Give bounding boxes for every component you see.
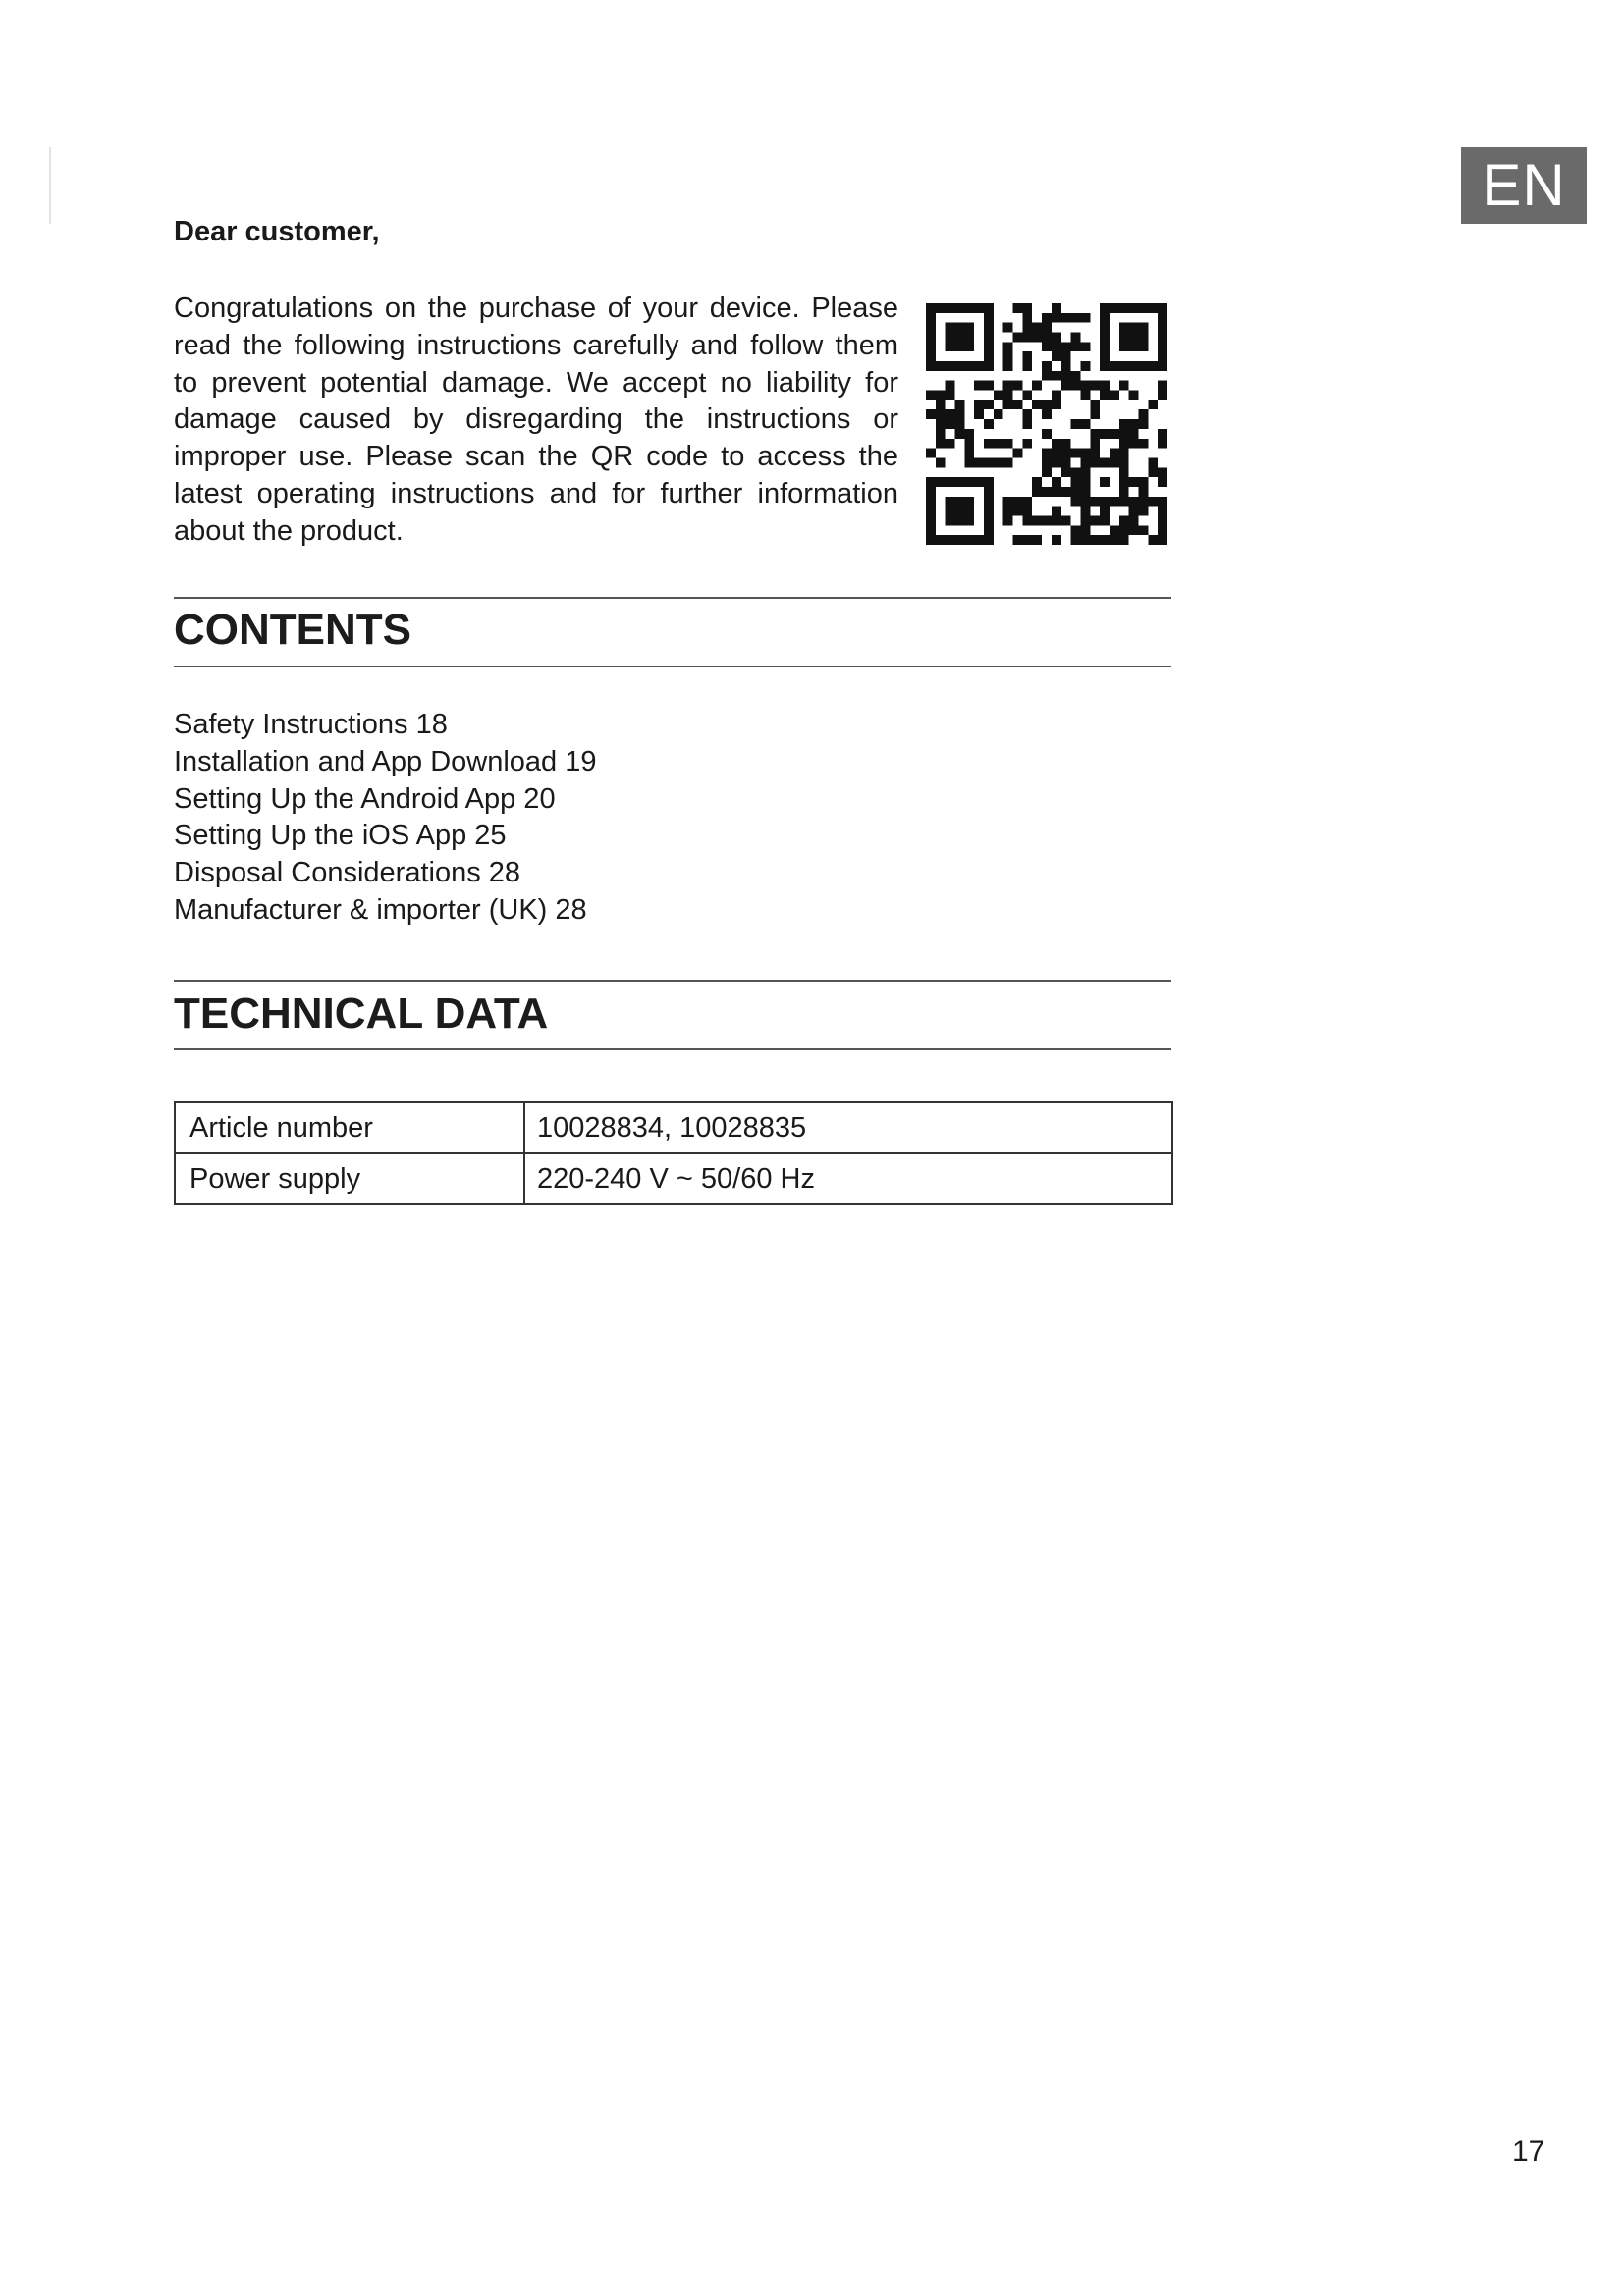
table-cell-value: 10028834, 10028835 <box>524 1102 1172 1153</box>
divider <box>174 597 1171 599</box>
technical-data-heading: TECHNICAL DATA <box>174 989 549 1038</box>
qr-code-icon <box>926 303 1167 545</box>
divider <box>174 1048 1171 1050</box>
margin-rule <box>49 147 51 224</box>
contents-heading: CONTENTS <box>174 606 411 654</box>
table-cell-label: Article number <box>175 1102 524 1153</box>
language-badge: EN <box>1461 147 1587 224</box>
table-cell-value: 220-240 V ~ 50/60 Hz <box>524 1153 1172 1204</box>
technical-data-table <box>174 1101 1173 1205</box>
contents-list <box>174 707 596 930</box>
table-row <box>175 1153 1172 1204</box>
contents-item: Safety Instructions 18 <box>174 709 448 740</box>
greeting: Dear customer, <box>174 216 380 247</box>
contents-item: Disposal Considerations 28 <box>174 857 521 889</box>
contents-item: Manufacturer & importer (UK) 28 <box>174 893 587 926</box>
page-number: 17 <box>1512 2135 1545 2167</box>
intro-paragraph: Congratulations on the purchase of your device. Please read the following instructions carefully and follow them to prevent potential damage. We accept no liability for damage caused by disregarding the instructions or improper use. Please scan the QR code to access the latest operating instructions and for further information about the product. <box>174 293 898 547</box>
contents-item: Setting Up the Android App 20 <box>174 782 556 815</box>
divider <box>174 666 1171 667</box>
contents-item: Installation and App Download 19 <box>174 745 597 777</box>
divider <box>174 980 1171 982</box>
table-row <box>175 1102 1172 1153</box>
contents-item: Setting Up the iOS App 25 <box>174 820 507 852</box>
table-cell-label: Power supply <box>175 1153 524 1204</box>
